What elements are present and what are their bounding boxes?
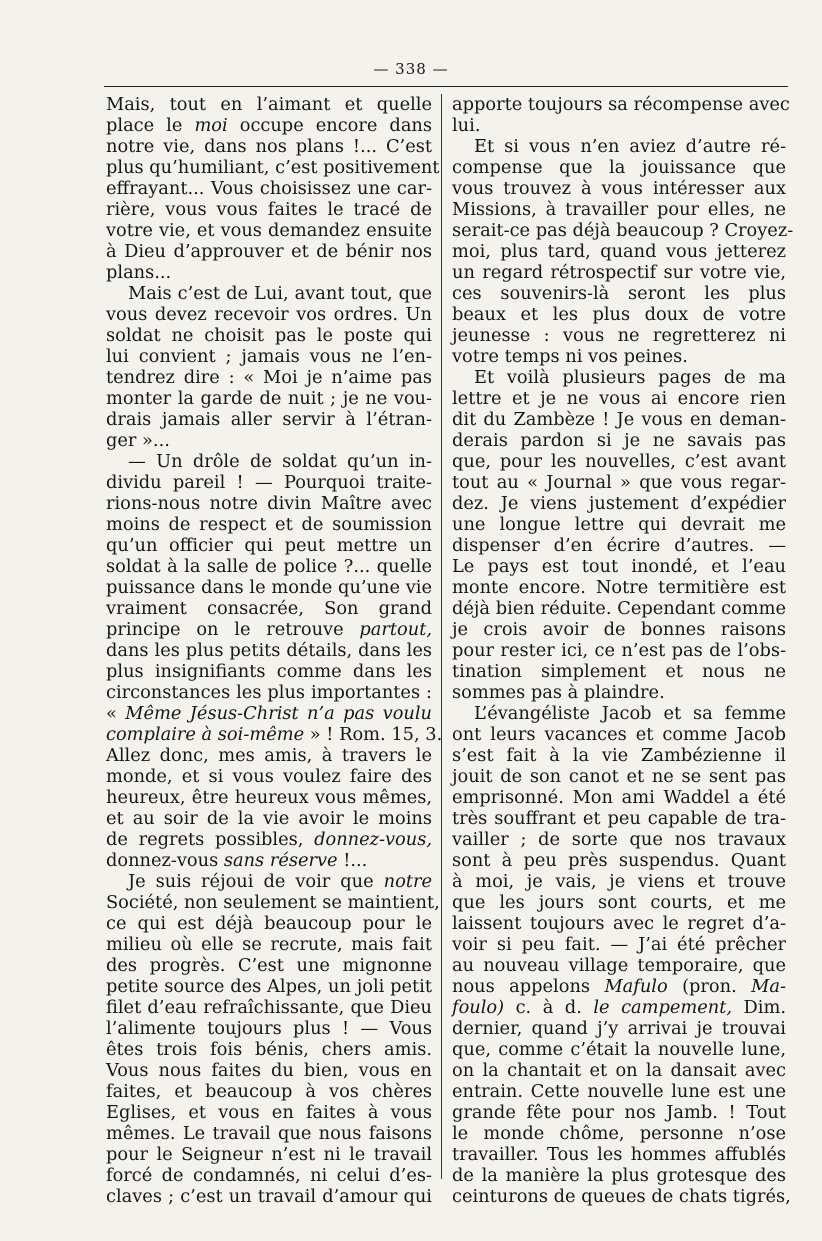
text-line: Vous nous faites du bien, vous en bbox=[106, 1060, 432, 1081]
text-line: un regard rétrospectif sur votre vie, bbox=[452, 262, 786, 283]
text-line: Et si vous n’en aviez d’autre ré- bbox=[474, 136, 786, 157]
text-line: lui. bbox=[452, 115, 481, 136]
text-line: sont à peu près suspendus. Quant bbox=[452, 850, 786, 871]
text-line: donnez-vous sans réserve !... bbox=[106, 850, 368, 871]
text-line: monte encore. Notre termitière est bbox=[452, 577, 786, 598]
text-line: sommes pas à plaindre. bbox=[452, 682, 665, 703]
text-line: Eglises, et vous en faites à vous bbox=[106, 1102, 432, 1123]
right-column bbox=[452, 94, 794, 1207]
text-line: emprisonné. Mon ami Waddel a été bbox=[452, 787, 786, 808]
text-line: nous appelons Mafulo (pron. Ma- bbox=[452, 976, 786, 997]
text-line: voir si peu fait. — J’ai été prêcher bbox=[452, 934, 786, 955]
text-line: ce qui est déjà beaucoup pour le bbox=[106, 913, 432, 934]
text-line: dernier, quand j’y arrivai je trouvai bbox=[452, 1018, 786, 1039]
text-line: vous trouvez à vous intéresser aux bbox=[452, 178, 786, 199]
text-line: rière, vous vous faites le tracé de bbox=[106, 199, 432, 220]
text-line: entrain. Cette nouvelle lune est une bbox=[452, 1081, 786, 1102]
text-line: filet d’eau refraîchissante, que Dieu bbox=[106, 997, 432, 1018]
text-line: de regrets possibles, donnez-vous, bbox=[106, 829, 432, 850]
text-line: Société, non seulement se maintient, bbox=[106, 892, 440, 913]
text-line: plus qu’humiliant, c’est positivement bbox=[106, 157, 440, 178]
text-line: dispenser d’en écrire d’autres. — bbox=[452, 535, 786, 556]
text-line: je crois avoir de bonnes raisons bbox=[452, 619, 786, 640]
text-line: Mais, tout en l’aimant et quelle bbox=[106, 94, 432, 115]
text-line: ceinturons de queues de chats tigrés, bbox=[452, 1186, 791, 1207]
text-line: dividu pareil ! — Pourquoi traite- bbox=[106, 472, 432, 493]
text-line: travailler. Tous les hommes affublés bbox=[452, 1144, 786, 1165]
text-line: jouit de son canot et ne se sent pas bbox=[452, 766, 786, 787]
text-line: heureux, être heureux vous mêmes, bbox=[106, 787, 432, 808]
text-line: grande fête pour nos Jamb. ! Tout bbox=[452, 1102, 786, 1123]
text-line: le monde chôme, personne n’ose bbox=[452, 1123, 786, 1144]
text-line: Je suis réjoui de voir que notre bbox=[128, 871, 432, 892]
text-line: beaux et les plus doux de votre bbox=[452, 304, 786, 325]
text-line: petite source des Alpes, un joli petit bbox=[106, 976, 432, 997]
text-line: — Un drôle de soldat qu’un in- bbox=[128, 451, 432, 472]
text-line: qu’un officier qui peut mettre un bbox=[106, 535, 432, 556]
text-line: puissance dans le monde qu’une vie bbox=[106, 577, 432, 598]
text-line: serait-ce pas déjà beaucoup ? Croyez- bbox=[452, 220, 794, 241]
text-line: claves ; c’est un travail d’amour qui bbox=[106, 1186, 432, 1207]
text-line: dit du Zambèze ! Je vous en deman- bbox=[452, 409, 786, 430]
text-line: tout au « Journal » que vous regar- bbox=[452, 472, 786, 493]
text-line: tendrez dire : « Moi je n’aime pas bbox=[106, 367, 432, 388]
text-line: soldat ne choisit pas le poste qui bbox=[106, 325, 432, 346]
text-line: plus insignifiants comme dans les bbox=[106, 661, 432, 682]
text-line: de la manière la plus grotesque des bbox=[452, 1165, 786, 1186]
text-line: que, comme c’était la nouvelle lune, bbox=[452, 1039, 786, 1060]
text-line: faites, et beaucoup à vos chères bbox=[106, 1081, 432, 1102]
text-line: votre vie, et vous demandez ensuite bbox=[106, 220, 432, 241]
text-line: jeunesse : vous ne regretterez ni bbox=[452, 325, 786, 346]
text-line: lui convient ; jamais vous ne l’en- bbox=[106, 346, 432, 367]
page-number: — 338 — bbox=[373, 60, 449, 78]
text-line: très souffrant et peu capable de tra- bbox=[452, 808, 786, 829]
text-line: Missions, à travailler pour elles, ne bbox=[452, 199, 786, 220]
text-line: Le pays est tout inondé, et l’eau bbox=[452, 556, 786, 577]
text-line: apporte toujours sa récompense avec bbox=[452, 94, 790, 115]
text-line: ont leurs vacances et comme Jacob bbox=[452, 724, 786, 745]
text-line: rions-nous notre divin Maître avec bbox=[106, 493, 432, 514]
text-line: foulo) c. à d. le campement, Dim. bbox=[452, 997, 787, 1018]
text-line: compense que la jouissance que bbox=[452, 157, 786, 178]
text-line: vraiment consacrée, Son grand bbox=[106, 598, 432, 619]
text-line: dans les plus petits détails, dans les bbox=[106, 640, 432, 661]
text-line: laissent toujours avec le regret d’a- bbox=[452, 913, 786, 934]
text-line: à Dieu d’approuver et de bénir nos bbox=[106, 241, 432, 262]
text-line: pour le Seigneur n’est ni le travail bbox=[106, 1144, 432, 1165]
text-line: que, pour les nouvelles, c’est avant bbox=[452, 451, 786, 472]
text-line: votre temps ni vos peines. bbox=[452, 346, 688, 367]
text-line: mêmes. Le travail que nous faisons bbox=[106, 1123, 432, 1144]
text-line: complaire à soi-même » ! Rom. 15, 3. bbox=[106, 724, 443, 745]
text-line: vailler ; de sorte que nos travaux bbox=[452, 829, 786, 850]
text-line: place le moi occupe encore dans bbox=[106, 115, 432, 136]
text-line: milieu où elle se recrute, mais fait bbox=[106, 934, 432, 955]
text-line: circonstances les plus importantes : bbox=[106, 682, 432, 703]
text-line: derais pardon si je ne savais pas bbox=[452, 430, 786, 451]
text-line: « Même Jésus-Christ n’a pas voulu bbox=[106, 703, 432, 724]
text-line: Et voilà plusieurs pages de ma bbox=[474, 367, 786, 388]
text-line: moi, plus tard, quand vous jetterez bbox=[452, 241, 786, 262]
text-line: Allez donc, mes amis, à travers le bbox=[106, 745, 432, 766]
text-line: tination simplement et nous ne bbox=[452, 661, 786, 682]
text-line: et au soir de la vie avoir le moins bbox=[106, 808, 432, 829]
text-line: Mais c’est de Lui, avant tout, que bbox=[128, 283, 432, 304]
text-line: êtes trois fois bénis, chers amis. bbox=[106, 1039, 432, 1060]
text-line: à moi, je vais, je viens et trouve bbox=[452, 871, 786, 892]
text-line: une longue lettre qui devrait me bbox=[452, 514, 786, 535]
text-line: des progrès. C’est une mignonne bbox=[106, 955, 432, 976]
text-line: effrayant... Vous choisissez une car- bbox=[106, 178, 432, 199]
text-line: moins de respect et de soumission bbox=[106, 514, 432, 535]
text-line: dez. Je viens justement d’expédier bbox=[452, 493, 786, 514]
text-line: pour rester ici, ce n’est pas de l’obs- bbox=[452, 640, 786, 661]
text-line: principe on le retrouve partout, bbox=[106, 619, 432, 640]
text-line: L’évangéliste Jacob et sa femme bbox=[474, 703, 786, 724]
text-line: notre vie, dans nos plans !... C’est bbox=[106, 136, 432, 157]
text-line: drais jamais aller servir à l’étran- bbox=[106, 409, 432, 430]
text-line: soldat à la salle de police ?... quelle bbox=[106, 556, 432, 577]
text-line: s’est fait à la vie Zambézienne il bbox=[452, 745, 786, 766]
text-line: plans... bbox=[106, 262, 172, 283]
text-line: monde, et si vous voulez faire des bbox=[106, 766, 432, 787]
text-line: déjà bien réduite. Cependant comme bbox=[452, 598, 786, 619]
text-line: lettre et je ne vous ai encore rien bbox=[452, 388, 786, 409]
text-line: ger »... bbox=[106, 430, 170, 451]
header-rule bbox=[104, 86, 788, 87]
column-divider bbox=[441, 94, 442, 1179]
text-line: que les jours sont courts, et me bbox=[452, 892, 786, 913]
text-line: vous devez recevoir vos ordres. Un bbox=[106, 304, 432, 325]
text-line: au nouveau village temporaire, que bbox=[452, 955, 786, 976]
text-line: on la chantait et on la dansait avec bbox=[452, 1060, 786, 1081]
text-line: forcé de condamnés, ni celui d’es- bbox=[106, 1165, 432, 1186]
text-line: ces souvenirs-là seront les plus bbox=[452, 283, 786, 304]
left-column bbox=[106, 94, 443, 1207]
text-line: l’alimente toujours plus ! — Vous bbox=[106, 1018, 432, 1039]
text-line: monter la garde de nuit ; je ne vou- bbox=[106, 388, 432, 409]
